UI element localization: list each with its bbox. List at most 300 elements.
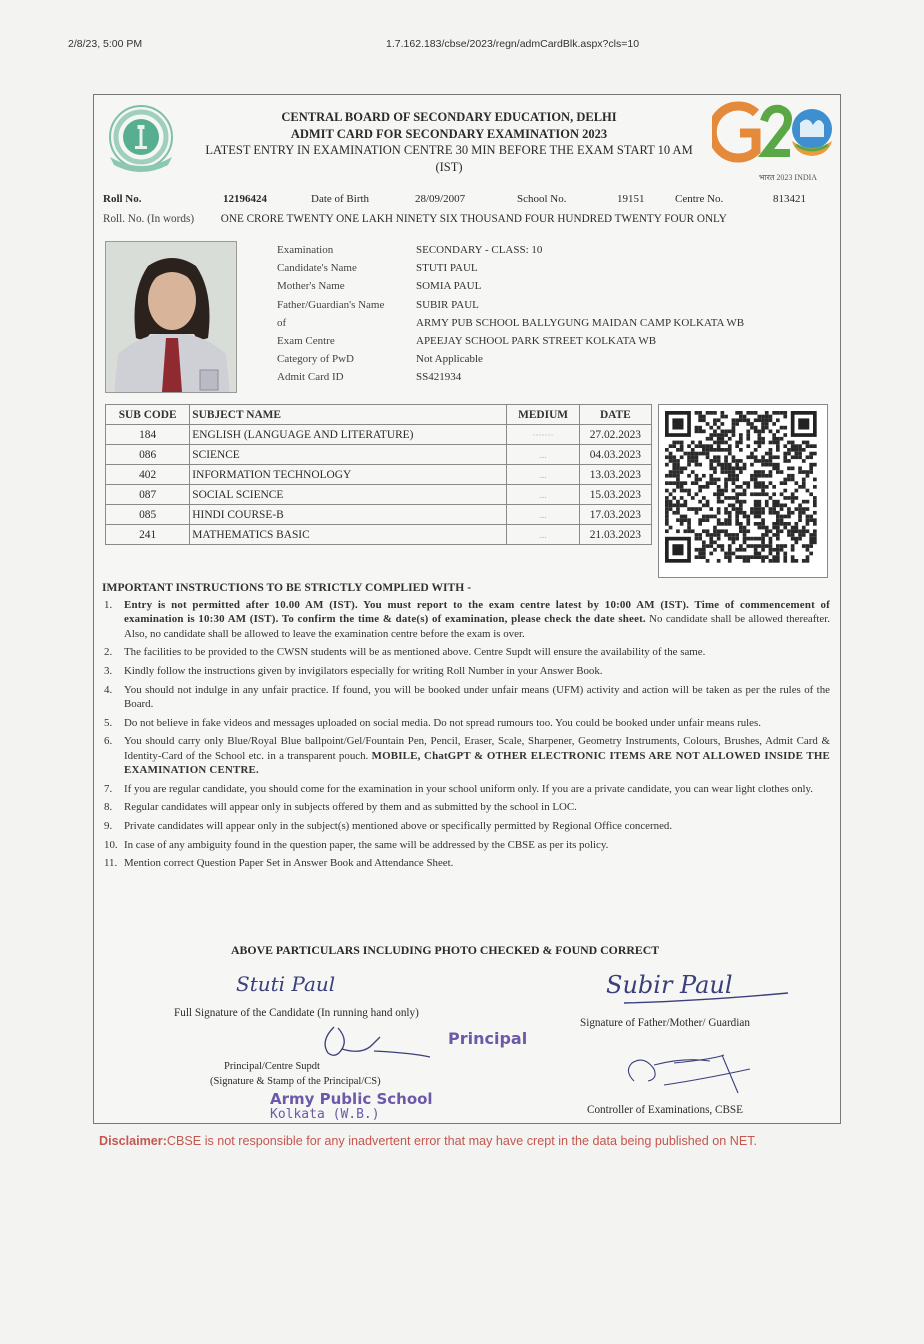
parent-signature-text: Subir Paul — [606, 971, 733, 999]
qr-module — [739, 418, 743, 422]
sub-code-cell: 086 — [106, 445, 190, 465]
qr-module — [672, 481, 676, 485]
qr-module — [809, 470, 813, 474]
qr-module — [806, 474, 810, 478]
dob-label: Date of Birth — [311, 193, 370, 205]
qr-module — [758, 481, 762, 485]
qr-module — [743, 500, 747, 504]
qr-module — [739, 500, 743, 504]
medium-cell: ... — [507, 465, 579, 485]
qr-module — [665, 474, 669, 478]
qr-module — [672, 474, 676, 478]
qr-module — [709, 507, 713, 511]
qr-module — [687, 444, 691, 448]
qr-module — [732, 537, 736, 541]
qr-module — [665, 529, 669, 533]
qr-module — [691, 529, 695, 533]
qr-module — [702, 544, 706, 548]
detail-value: APEEJAY SCHOOL PARK STREET KOLKATA WB — [416, 334, 657, 347]
qr-module — [787, 515, 791, 519]
qr-module — [739, 511, 743, 515]
qr-module — [780, 522, 784, 526]
qr-module — [776, 470, 780, 474]
qr-module — [695, 455, 699, 459]
qr-module — [717, 455, 721, 459]
qr-module — [813, 541, 817, 545]
qr-module — [743, 418, 747, 422]
qr-module — [724, 518, 728, 522]
qr-module — [680, 496, 684, 500]
qr-module — [806, 441, 810, 445]
qr-module — [754, 555, 758, 559]
qr-module — [743, 529, 747, 533]
qr-module — [769, 537, 773, 541]
subjects-header-row — [106, 405, 652, 425]
qr-module — [702, 515, 706, 519]
qr-module — [791, 529, 795, 533]
qr-module — [761, 485, 765, 489]
qr-module — [754, 515, 758, 519]
qr-module — [698, 430, 702, 434]
qr-module — [669, 455, 673, 459]
card-title: ADMIT CARD FOR SECONDARY EXAMINATION 2023 — [290, 126, 608, 141]
qr-module — [754, 478, 758, 482]
qr-module — [743, 511, 747, 515]
qr-module — [754, 537, 758, 541]
instruction-item — [102, 838, 830, 852]
qr-module — [717, 544, 721, 548]
exam-date-cell: 04.03.2023 — [579, 445, 651, 465]
qr-module — [795, 448, 799, 452]
qr-module — [758, 522, 762, 526]
qr-module — [672, 463, 676, 467]
detail-value: SECONDARY - CLASS: 10 — [416, 244, 543, 256]
qr-module — [746, 559, 750, 563]
qr-module — [724, 459, 728, 463]
qr-module — [698, 463, 702, 467]
qr-module — [802, 533, 806, 537]
qr-module — [724, 430, 728, 434]
detail-label: Exam Centre — [277, 334, 335, 347]
qr-module — [754, 430, 758, 434]
qr-module — [806, 500, 810, 504]
qr-module — [780, 481, 784, 485]
qr-module — [702, 485, 706, 489]
qr-module — [676, 463, 680, 467]
qr-module — [724, 455, 728, 459]
qr-module — [676, 467, 680, 471]
qr-module — [698, 548, 702, 552]
qr-module — [783, 544, 787, 548]
subject-row — [106, 485, 652, 505]
qr-module — [717, 478, 721, 482]
instruction-item — [102, 782, 830, 796]
qr-module — [761, 522, 765, 526]
qr-module — [813, 533, 817, 537]
qr-module — [721, 415, 725, 419]
qr-module — [783, 552, 787, 556]
qr-module — [724, 448, 728, 452]
candidate-photo — [105, 241, 237, 393]
qr-module — [761, 455, 765, 459]
qr-module — [754, 441, 758, 445]
qr-module — [806, 470, 810, 474]
qr-module — [724, 533, 728, 537]
qr-module — [717, 489, 721, 493]
qr-module — [669, 474, 673, 478]
parent-signature — [600, 961, 790, 1011]
subject-name-cell: SCIENCE — [190, 445, 507, 465]
qr-module — [783, 444, 787, 448]
g20-emblem — [712, 99, 834, 169]
qr-module — [772, 485, 776, 489]
instruction-number: 3. — [104, 664, 113, 677]
qr-module — [791, 478, 795, 482]
qr-module — [761, 492, 765, 496]
qr-module — [695, 478, 699, 482]
qr-module — [758, 444, 762, 448]
qr-module — [713, 470, 717, 474]
qr-module — [776, 437, 780, 441]
qr-module — [802, 511, 806, 515]
qr-module — [750, 463, 754, 467]
qr-module — [724, 433, 728, 437]
qr-module — [709, 411, 713, 415]
qr-module — [698, 411, 702, 415]
qr-module — [713, 411, 717, 415]
qr-module — [772, 437, 776, 441]
qr-module — [813, 485, 817, 489]
instruction-body: The facilities to be provided to the CWSN students will be as mentioned above. Centre Supdt will ensure the availability of the same. — [124, 646, 706, 659]
qr-module — [698, 485, 702, 489]
qr-module — [728, 515, 732, 519]
qr-module — [665, 500, 669, 504]
qr-module — [754, 548, 758, 552]
qr-module — [706, 515, 710, 519]
qr-module — [772, 511, 776, 515]
qr-module — [780, 515, 784, 519]
qr-module — [676, 507, 680, 511]
qr-module — [754, 459, 758, 463]
qr-module — [776, 515, 780, 519]
qr-module — [791, 474, 795, 478]
qr-module — [743, 515, 747, 519]
qr-module — [783, 504, 787, 508]
qr-module — [746, 418, 750, 422]
stamp-title: Principal — [448, 1029, 528, 1048]
qr-module — [761, 415, 765, 419]
qr-module — [761, 559, 765, 563]
detail-value: SS421934 — [416, 371, 462, 384]
qr-module — [806, 455, 810, 459]
qr-module — [698, 418, 702, 422]
qr-module — [702, 529, 706, 533]
qr-module — [721, 544, 725, 548]
qr-module — [709, 544, 713, 548]
instruction-body: You should carry only Blue/Royal Blue ballpoint/Gel/Fountain Pen, Pencil, Eraser, Scale, Sharpener, Geometry Instruments, Colours, Brushes, Admit Card & Identity-Card of the School etc. in a transparent pouch. — [124, 735, 830, 762]
qr-module — [776, 544, 780, 548]
qr-module — [706, 533, 710, 537]
qr-module — [691, 470, 695, 474]
qr-module — [798, 444, 802, 448]
qr-module — [665, 507, 669, 511]
instruction-body: Do not believe in fake videos and messages uploaded on social media. Do not spread rumours too. You could be booked under unfair means rules. — [124, 716, 761, 729]
qr-module — [754, 426, 758, 430]
qr-module — [709, 515, 713, 519]
qr-module — [709, 552, 713, 556]
qr-module — [672, 455, 676, 459]
qr-module — [780, 426, 784, 430]
qr-module — [813, 518, 817, 522]
cbse-seal-logo — [104, 103, 178, 177]
qr-module — [772, 522, 776, 526]
qr-module — [698, 441, 702, 445]
qr-module — [772, 441, 776, 445]
qr-module — [702, 418, 706, 422]
qr-module — [713, 541, 717, 545]
qr-module — [728, 511, 732, 515]
stamp-school: Army Public School — [270, 1090, 433, 1108]
qr-module — [691, 496, 695, 500]
qr-module — [732, 422, 736, 426]
qr-module — [746, 437, 750, 441]
instruction-item — [102, 664, 830, 678]
qr-module — [684, 481, 688, 485]
qr-module — [798, 455, 802, 459]
qr-module — [798, 515, 802, 519]
qr-module — [706, 444, 710, 448]
qr-module — [776, 441, 780, 445]
qr-module — [772, 422, 776, 426]
qr-module — [761, 463, 765, 467]
qr-module — [717, 485, 721, 489]
qr-module — [798, 448, 802, 452]
qr-module — [776, 555, 780, 559]
qr-module — [761, 541, 765, 545]
entry-notice: LATEST ENTRY IN EXAMINATION CENTRE 30 MIN BEFORE THE EXAM START 10 AM — [205, 143, 693, 157]
qr-module — [765, 418, 769, 422]
qr-module — [665, 511, 669, 515]
qr-module — [691, 481, 695, 485]
col-header-medium: MEDIUM — [507, 405, 579, 425]
qr-module — [806, 544, 810, 548]
qr-module — [772, 504, 776, 508]
qr-module — [765, 474, 769, 478]
qr-module — [758, 500, 762, 504]
qr-module — [772, 555, 776, 559]
qr-module — [791, 441, 795, 445]
qr-module — [754, 507, 758, 511]
qr-module — [798, 452, 802, 456]
qr-module — [772, 492, 776, 496]
qr-module — [739, 485, 743, 489]
qr-module — [750, 426, 754, 430]
qr-module — [721, 448, 725, 452]
qr-module — [695, 444, 699, 448]
qr-module — [809, 544, 813, 548]
qr-module — [776, 444, 780, 448]
board-name: CENTRAL BOARD OF SECONDARY EDUCATION, DELHI — [281, 110, 617, 124]
candidate-signature — [234, 967, 374, 999]
qr-module — [717, 537, 721, 541]
qr-module — [806, 489, 810, 493]
qr-module — [739, 507, 743, 511]
qr-module — [743, 481, 747, 485]
qr-module — [783, 559, 787, 563]
qr-module — [761, 437, 765, 441]
qr-module — [798, 507, 802, 511]
qr-module — [665, 489, 669, 493]
qr-module — [754, 481, 758, 485]
qr-module — [735, 522, 739, 526]
qr-module — [735, 492, 739, 496]
qr-module — [750, 507, 754, 511]
qr-module — [698, 552, 702, 556]
qr-module — [754, 474, 758, 478]
qr-module — [698, 507, 702, 511]
qr-module — [717, 463, 721, 467]
qr-module — [735, 463, 739, 467]
qr-module — [698, 444, 702, 448]
qr-module — [717, 496, 721, 500]
qr-module — [732, 433, 736, 437]
qr-module — [717, 459, 721, 463]
qr-module — [728, 544, 732, 548]
qr-module — [795, 529, 799, 533]
qr-module — [769, 448, 773, 452]
qr-module — [717, 433, 721, 437]
subject-name-cell: SOCIAL SCIENCE — [190, 485, 507, 505]
qr-module — [783, 526, 787, 530]
detail-value: STUTI PAUL — [416, 262, 478, 275]
qr-module — [783, 555, 787, 559]
qr-module — [702, 448, 706, 452]
qr-module — [702, 415, 706, 419]
qr-module — [758, 511, 762, 515]
qr-module — [739, 504, 743, 508]
controller-signature — [614, 1051, 754, 1097]
qr-module — [665, 504, 669, 508]
detail-row — [277, 332, 837, 350]
instruction-number: 7. — [104, 782, 113, 795]
qr-module — [691, 507, 695, 511]
qr-module — [769, 463, 773, 467]
print-header — [0, 38, 924, 54]
qr-module — [739, 411, 743, 415]
qr-module — [735, 507, 739, 511]
qr-module — [761, 544, 765, 548]
qr-module — [746, 515, 750, 519]
qr-module — [769, 552, 773, 556]
qr-module — [754, 485, 758, 489]
qr-module — [717, 522, 721, 526]
qr-module — [795, 537, 799, 541]
qr-module — [769, 430, 773, 434]
qr-module — [772, 500, 776, 504]
candidate-signature-text: Stuti Paul — [236, 972, 336, 996]
qr-module — [750, 478, 754, 482]
qr-module — [687, 529, 691, 533]
qr-module — [765, 544, 769, 548]
qr-module — [724, 496, 728, 500]
qr-module — [702, 474, 706, 478]
instructions-section — [102, 581, 830, 875]
qr-module — [695, 511, 699, 515]
qr-module — [724, 507, 728, 511]
qr-module — [724, 522, 728, 526]
qr-module — [743, 533, 747, 537]
qr-module — [761, 474, 765, 478]
qr-module — [783, 496, 787, 500]
qr-module — [802, 459, 806, 463]
instruction-text — [124, 716, 830, 730]
qr-module — [713, 481, 717, 485]
exam-date-cell: 17.03.2023 — [579, 505, 651, 525]
qr-module — [765, 529, 769, 533]
qr-module — [758, 433, 762, 437]
qr-module — [750, 537, 754, 541]
qr-module — [680, 448, 684, 452]
qr-module — [728, 448, 732, 452]
qr-module — [806, 444, 810, 448]
qr-module — [743, 463, 747, 467]
qr-module — [776, 559, 780, 563]
qr-module — [672, 444, 676, 448]
qr-module — [758, 415, 762, 419]
qr-module — [669, 507, 673, 511]
qr-module — [758, 492, 762, 496]
qr-module — [672, 441, 676, 445]
qr-module — [680, 481, 684, 485]
qr-module — [761, 533, 765, 537]
qr-module — [813, 511, 817, 515]
qr-module — [717, 511, 721, 515]
exam-date-cell: 27.02.2023 — [579, 425, 651, 445]
qr-module — [761, 555, 765, 559]
qr-module — [665, 463, 669, 467]
controller-label: Controller of Examinations, CBSE — [587, 1104, 743, 1116]
qr-module — [769, 455, 773, 459]
qr-module — [765, 452, 769, 456]
qr-module — [746, 518, 750, 522]
particulars-checked-statement: ABOVE PARTICULARS INCLUDING PHOTO CHECKED & FOUND CORRECT — [231, 943, 660, 957]
qr-module — [776, 418, 780, 422]
qr-module — [691, 448, 695, 452]
qr-module — [669, 470, 673, 474]
qr-module — [783, 411, 787, 415]
subject-name-cell: ENGLISH (LANGUAGE AND LITERATURE) — [190, 425, 507, 445]
qr-module — [676, 441, 680, 445]
qr-module — [806, 518, 810, 522]
qr-module — [765, 533, 769, 537]
qr-module — [698, 489, 702, 493]
qr-module — [698, 533, 702, 537]
qr-module — [776, 533, 780, 537]
qr-module — [780, 544, 784, 548]
qr-module — [795, 541, 799, 545]
qr-module — [813, 478, 817, 482]
qr-module — [761, 518, 765, 522]
qr-finder-pattern — [672, 544, 683, 555]
qr-module — [721, 437, 725, 441]
qr-module — [802, 470, 806, 474]
qr-module — [702, 452, 706, 456]
qr-module — [691, 459, 695, 463]
qr-module — [732, 481, 736, 485]
qr-module — [709, 463, 713, 467]
qr-module — [713, 448, 717, 452]
qr-module — [665, 515, 669, 519]
